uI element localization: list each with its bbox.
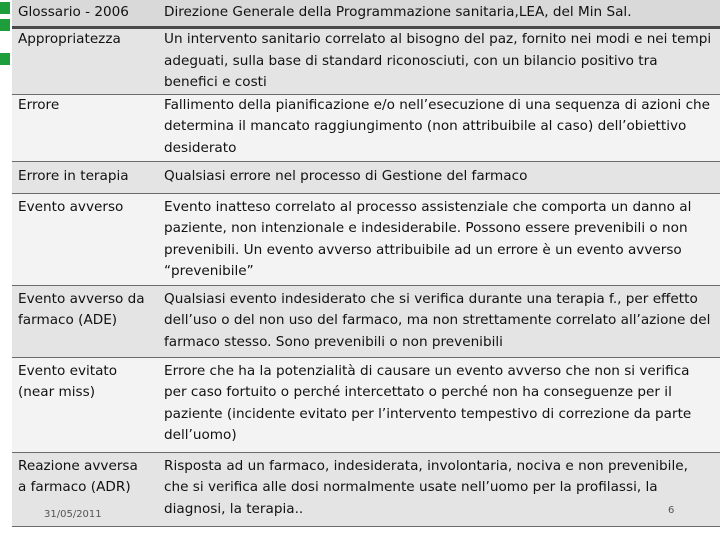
definition-cell: Evento inatteso correlato al processo assistenziale che comporta un danno al paziente, non intenzionale e indesiderabile. Possono essere prevenibili o non prevenibili. Un evento avverso attribuibile ad un errore è un evento avverso “prevenibile” [156, 193, 720, 285]
term-cell: Reazione avversa a farmaco (ADR) [12, 452, 156, 526]
table-row [12, 193, 720, 285]
table-row [12, 161, 720, 193]
table-row [12, 285, 720, 357]
table-header-row [12, 0, 720, 28]
definition-cell: Fallimento della pianificazione e/o nell’esecuzione di una sequenza di azioni che determina il mancato raggiungimento (non attribuibile al caso) dell’obiettivo desiderato [156, 94, 720, 161]
slide-marker-middle [0, 19, 10, 31]
definition-cell: Errore che ha la potenzialità di causare un evento avverso che non si verifica per caso fortuito o perché intercettato o perché non ha conseguenze per il paziente (incidente evitato per l’intervento tempestivo di correzione da parte dell’uomo) [156, 357, 720, 452]
definition-cell: Un intervento sanitario correlato al bisogno del paz, fornito nei modi e nei tempi adeguati, sulla base di standard riconosciuti, con un bilancio positivo tra benefici e costi [156, 28, 720, 95]
slide-marker-bottom [0, 53, 10, 65]
slide-marker-divider [0, 41, 10, 42]
term-cell: Appropriatezza [12, 28, 156, 95]
term-cell: Evento evitato (near miss) [12, 357, 156, 452]
table-row [12, 28, 720, 95]
definition-cell: Qualsiasi evento indesiderato che si verifica durante una terapia f., per effetto dell’uso o del non uso del farmaco, ma non strettamente correlato all’azione del farmaco stesso. Sono prevenibili o non prevenibili [156, 285, 720, 357]
term-cell: Evento avverso da farmaco (ADE) [12, 285, 156, 357]
header-term: Glossario - 2006 [12, 0, 156, 28]
header-definition: Direzione Generale della Programmazione sanitaria,LEA, del Min Sal. [156, 0, 720, 28]
slide-marker-top [0, 2, 10, 14]
footer-date: 31/05/2011 [44, 509, 102, 520]
page-number: 6 [668, 505, 675, 516]
glossary-table [12, 0, 720, 527]
definition-cell: Qualsiasi errore nel processo di Gestione del farmaco [156, 161, 720, 193]
table-row [12, 94, 720, 161]
term-cell: Errore in terapia [12, 161, 156, 193]
table-row [12, 452, 720, 526]
term-cell: Evento avverso [12, 193, 156, 285]
term-cell: Errore [12, 94, 156, 161]
definition-cell: Risposta ad un farmaco, indesiderata, involontaria, nociva e non prevenibile, che si verifica alle dosi normalmente usate nell’uomo per la profilassi, la diagnosi, la terapia.. [156, 452, 720, 526]
table-row [12, 357, 720, 452]
